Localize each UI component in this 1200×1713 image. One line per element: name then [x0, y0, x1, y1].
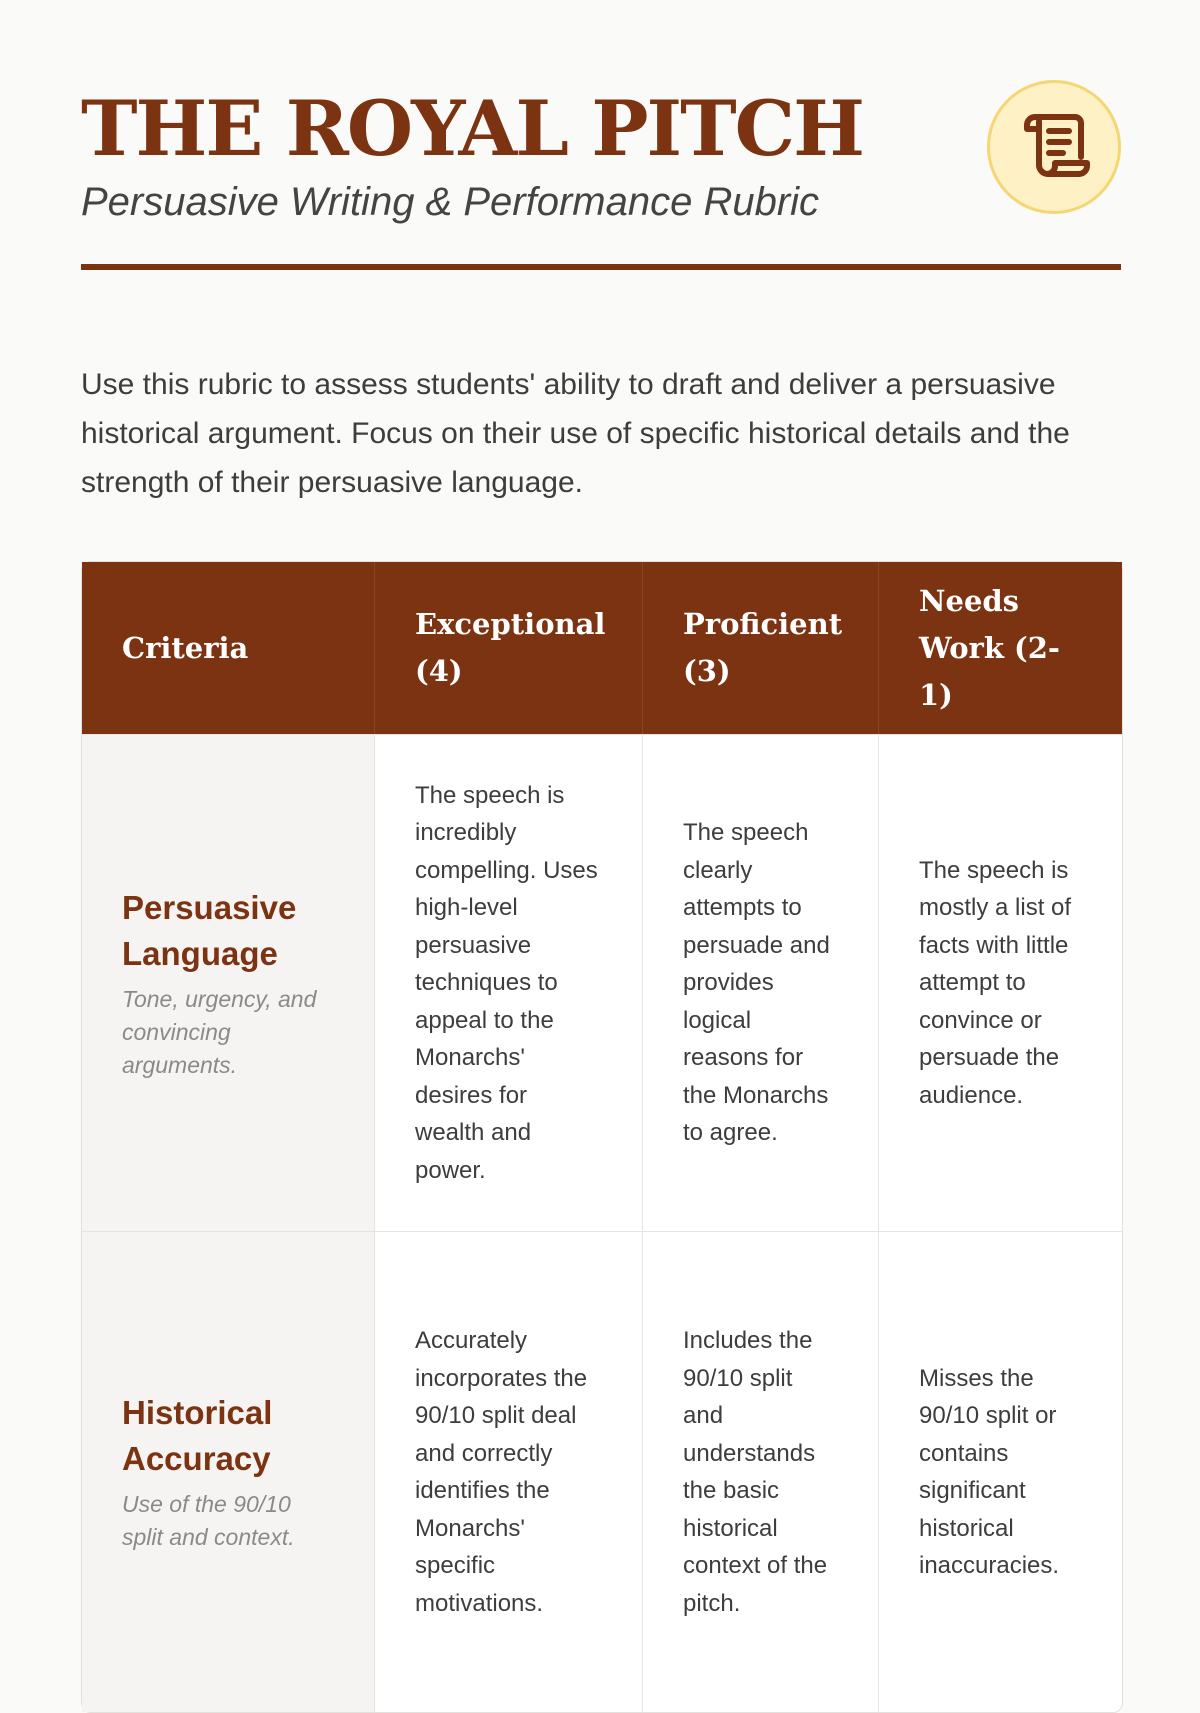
- page-subtitle: Persuasive Writing & Performance Rubric: [81, 180, 820, 224]
- criterion-name: Historical Accuracy: [122, 1394, 273, 1477]
- table-header-row: [82, 562, 1122, 734]
- page-header: [81, 84, 1121, 270]
- header-exceptional: Exceptional (4): [374, 562, 642, 734]
- header-needs-work: Needs Work (2-1): [878, 562, 1122, 734]
- criterion-description: Tone, urgency, and convincing arguments.: [122, 985, 317, 1078]
- scroll-icon: [1015, 109, 1093, 186]
- criterion-cell: [82, 735, 374, 1231]
- proficient-cell: Includes the 90/10 split and understands the basic historical context of the pitch.: [642, 1232, 878, 1712]
- exceptional-cell: Accurately incorporates the 90/10 split deal and correctly identifies the Monarchs' specific motivations.: [374, 1232, 642, 1712]
- needs-work-cell: Misses the 90/10 split or contains significant historical inaccuracies.: [878, 1232, 1122, 1712]
- rubric-page: [81, 0, 1121, 1713]
- intro-text: Use this rubric to assess students' ability to draft and deliver a persuasive historical argument. Focus on their use of specific historical details and the strength of their persuasive language.: [81, 368, 1070, 499]
- criterion-description: Use of the 90/10 split and context.: [122, 1491, 295, 1550]
- table-row: [82, 734, 1122, 1231]
- proficient-cell: The speech clearly attempts to persuade and provides logical reasons for the Monarchs to agree.: [642, 735, 878, 1231]
- criterion-name: Persuasive Language: [122, 888, 297, 972]
- criterion-cell: [82, 1232, 374, 1712]
- rubric-table: [81, 561, 1123, 1713]
- header-proficient: Proficient (3): [642, 562, 878, 734]
- table-row: [82, 1231, 1122, 1712]
- needs-work-cell: The speech is mostly a list of facts with little attempt to convince or persuade the audience.: [878, 735, 1122, 1231]
- scroll-badge: [987, 80, 1121, 214]
- exceptional-cell: The speech is incredibly compelling. Uses high-level persuasive techniques to appeal to the Monarchs' desires for wealth and power.: [374, 735, 642, 1231]
- header-criteria: Criteria: [122, 630, 249, 665]
- page-title: THE ROYAL PITCH: [81, 84, 863, 173]
